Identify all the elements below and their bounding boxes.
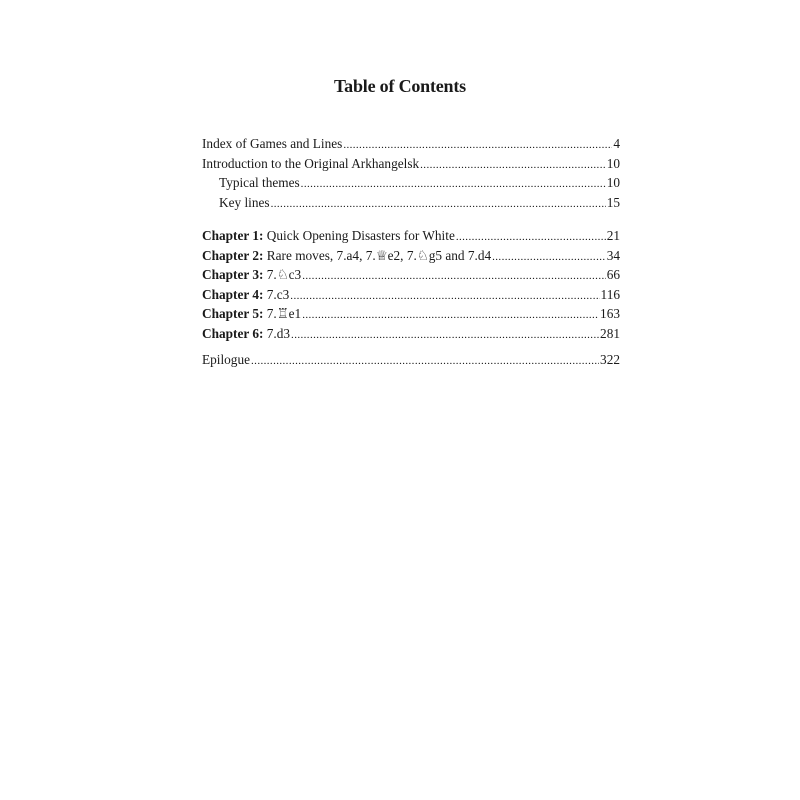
chapter-title: Quick Opening Disasters for White xyxy=(266,228,455,243)
toc-entry-label: Epilogue xyxy=(202,352,251,367)
toc-entry-chapter-5[interactable] xyxy=(202,304,620,324)
toc-entry-label xyxy=(202,285,289,305)
toc-entry-chapter-2[interactable] xyxy=(202,246,620,266)
section-gap xyxy=(202,343,620,350)
leader-dots xyxy=(251,352,599,370)
toc-page-number: 4 xyxy=(613,136,620,151)
leader-dots xyxy=(456,228,606,246)
toc-page-number: 15 xyxy=(606,194,620,210)
toc-entry-key-lines[interactable] xyxy=(202,193,620,213)
toc-entry-label xyxy=(202,304,301,324)
chapter-prefix: Chapter 3: xyxy=(202,267,264,282)
chapter-title: 7.c3 xyxy=(266,286,290,302)
toc-entry-introduction[interactable] xyxy=(202,154,620,174)
toc-entry-label: Index of Games and Lines xyxy=(202,136,343,151)
chapter-prefix: Chapter 1: xyxy=(202,228,264,243)
toc-page-number: 66 xyxy=(606,267,620,282)
toc-page-number: 10 xyxy=(606,175,620,190)
toc-entry-label xyxy=(202,324,290,344)
toc-entry-index[interactable] xyxy=(202,134,620,154)
leader-dots xyxy=(291,326,599,344)
leader-dots xyxy=(343,136,612,154)
toc-entry-label: Typical themes xyxy=(219,175,300,190)
toc-page-number: 10 xyxy=(606,155,620,171)
toc-entry-epilogue[interactable] xyxy=(202,350,620,370)
table-of-contents xyxy=(202,134,620,370)
toc-entry-label xyxy=(202,226,455,246)
toc-entry-chapter-4[interactable] xyxy=(202,285,620,305)
leader-dots xyxy=(420,156,606,174)
toc-page-number: 116 xyxy=(600,286,620,302)
toc-entry-chapter-3[interactable] xyxy=(202,265,620,285)
chapter-title: 7.♖e1 xyxy=(266,306,302,321)
leader-dots xyxy=(301,175,606,193)
page-title: Table of Contents xyxy=(334,76,466,96)
toc-entry-label: Key lines xyxy=(219,194,270,210)
toc-page-number: 21 xyxy=(606,228,620,243)
leader-dots xyxy=(290,287,599,305)
toc-entry-label xyxy=(202,246,491,266)
leader-dots xyxy=(302,267,605,285)
toc-entry-label xyxy=(202,265,301,285)
toc-entry-label: Introduction to the Original Arkhangelsk xyxy=(202,155,420,171)
section-gap xyxy=(202,212,620,226)
toc-page-number: 34 xyxy=(606,247,620,263)
chapter-title: 7.d3 xyxy=(266,325,291,341)
chapter-title: 7.♘c3 xyxy=(266,267,302,282)
toc-entry-typical-themes[interactable] xyxy=(202,173,620,193)
toc-page-number: 322 xyxy=(600,352,620,367)
leader-dots xyxy=(492,248,606,266)
chapter-prefix: Chapter 6: xyxy=(202,325,264,341)
chapter-prefix: Chapter 5: xyxy=(202,306,264,321)
toc-entry-chapter-6[interactable] xyxy=(202,324,620,344)
toc-page-number: 163 xyxy=(600,306,620,321)
chapter-prefix: Chapter 2: xyxy=(202,247,264,263)
toc-page-number: 281 xyxy=(600,325,620,341)
leader-dots xyxy=(271,195,606,213)
chapter-prefix: Chapter 4: xyxy=(202,286,264,302)
leader-dots xyxy=(302,306,599,324)
chapter-title: Rare moves, 7.a4, 7.♕e2, 7.♘g5 and 7.d4 xyxy=(266,247,492,263)
toc-entry-chapter-1[interactable] xyxy=(202,226,620,246)
